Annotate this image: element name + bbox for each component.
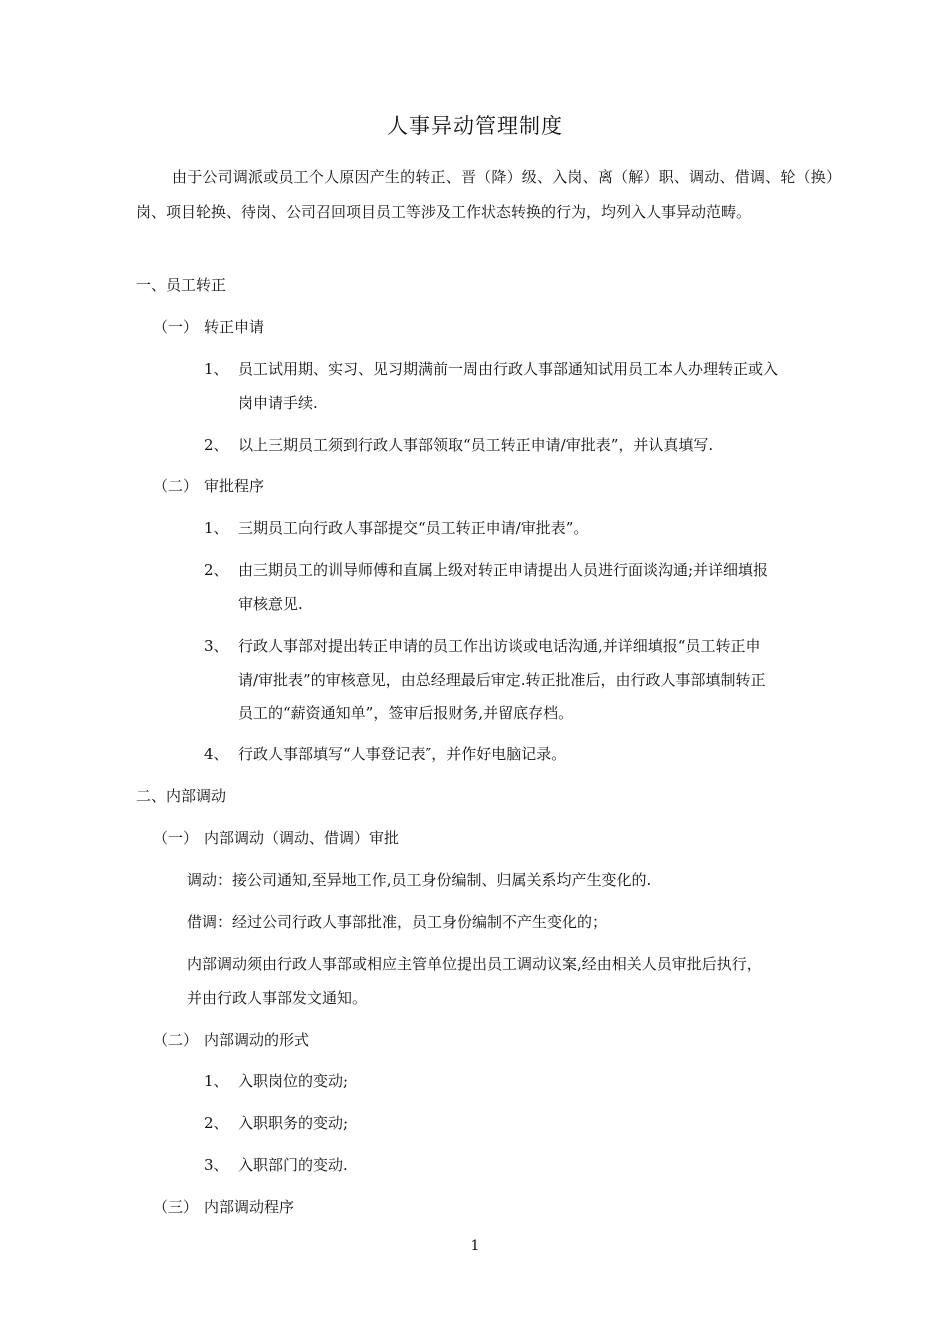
transfer-rule: 内部调动须由行政人事部或相应主管单位提出员工调动议案,经由相关人员审批后执行， (187, 955, 762, 973)
section-2-sub-1-label: 内部调动（调动、借调）审批 (204, 829, 400, 847)
section-2-sub-3-num: （三） (153, 1198, 199, 1216)
intro-paragraph: 由于公司调派或员工个人原因产生的转正、晋（降）级、入岗、离（解）职、调动、借调、轮（换）岗、项目轮换、待岗、公司召回项目员工等涉及工作状态转换的行为，均列入人事异动范畴。 (136, 168, 841, 221)
section-1-sub-1-label: 转正申请 (204, 318, 265, 336)
item-text: 入职职务的变动; (238, 1114, 349, 1132)
transfer-rule-cont: 并由行政人事部发文通知。 (187, 989, 368, 1007)
section-1-sub-2-label: 审批程序 (204, 477, 265, 495)
item-num: 2、 (204, 561, 229, 579)
item-num: 4、 (204, 745, 229, 763)
item-text: 行政人事部对提出转正申请的员工作出访谈或电话沟通,并详细填报“员工转正申 (238, 637, 761, 655)
item-text-cont: 员工的“薪资通知单”，签审后报财务,并留底存档。 (238, 704, 574, 722)
item-num: 2、 (204, 1114, 229, 1132)
item-num: 1、 (204, 519, 229, 537)
item-text-cont: 岗申请手续. (238, 394, 318, 412)
item-num: 1、 (204, 1072, 229, 1090)
item-text: 由三期员工的训导师傅和直属上级对转正申请提出人员进行面谈沟通;并详细填报 (238, 561, 769, 579)
section-2-sub-2-num: （二） (153, 1031, 199, 1049)
section-2-heading: 二、内部调动 (136, 787, 227, 805)
section-2-sub-1-num: （一） (153, 829, 199, 847)
item-text: 行政人事部填写“人事登记表″，并作好电脑记录。 (238, 745, 567, 763)
document-title: 人事异动管理制度 (387, 114, 563, 138)
item-num: 2、 (204, 436, 229, 454)
item-text-cont: 请/审批表”的审核意见，由总经理最后审定.转正批准后，由行政人事部填制转正 (238, 671, 766, 689)
item-text: 三期员工向行政人事部提交“员工转正申请/审批表”。 (238, 519, 589, 537)
item-num: 3、 (204, 1156, 229, 1174)
secondment-definition: 借调：经过公司行政人事部批准，员工身份编制不产生变化的； (187, 913, 608, 931)
item-text: 入职岗位的变动; (238, 1072, 349, 1090)
section-1-heading: 一、员工转正 (136, 276, 227, 294)
item-num: 3、 (204, 637, 229, 655)
item-num: 1、 (204, 360, 229, 378)
section-2-sub-2-label: 内部调动的形式 (204, 1031, 310, 1049)
item-text-cont: 审核意见. (238, 595, 303, 613)
item-text: 以上三期员工须到行政人事部领取“员工转正申请/审批表”，并认真填写. (238, 436, 714, 454)
page-number: 1 (470, 1238, 480, 1254)
item-text: 入职部门的变动. (238, 1156, 348, 1174)
item-text: 员工试用期、实习、见习期满前一周由行政人事部通知试用员工本人办理转正或入 (238, 360, 779, 378)
section-2-sub-3-label: 内部调动程序 (204, 1198, 295, 1216)
section-1-sub-1-num: （一） (153, 318, 199, 336)
transfer-definition: 调动：接公司通知,至异地工作,员工身份编制、归属关系均产生变化的. (187, 871, 652, 889)
section-1-sub-2-num: （二） (153, 477, 199, 495)
